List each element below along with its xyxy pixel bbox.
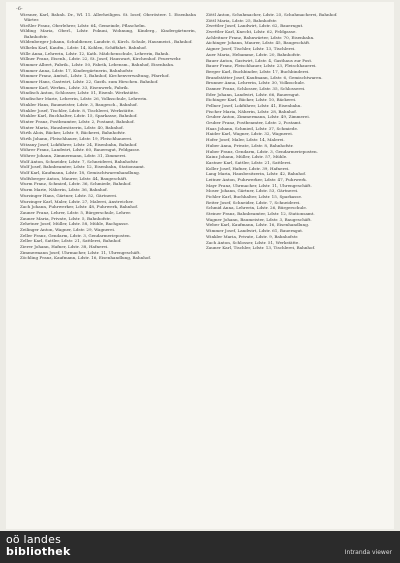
directory-entry: Brandstätter Josef, Kaufmann, Ldstr. 6, Gemischtwaren. xyxy=(206,74,323,80)
directory-entry: Winter Maria, Hausbesitzerin, Ldstr. 40, Bahnhof. xyxy=(20,124,124,130)
directory-entry: Fischer Maria, Näherin, Ldstr. 28, Bahnhof. xyxy=(206,108,297,114)
directory-entry: Eder Johann, Landwirt, Ldstr. 66, Bauerngut. xyxy=(206,91,301,97)
directory-entry: Weber Karl, Kaufmann, Ldstr. 16, Eisenhandlung. xyxy=(206,222,310,228)
library-logo[interactable] xyxy=(6,534,70,558)
directory-entry: Willner Franz, Eisenb., Ldstr. 22, St. Josef, Hauswart, Kirchenhof. Feuerwehr. xyxy=(20,56,182,62)
directory-entry: Winkler Karl, Buchhalter, Ldstr. 15, Sparkasse, Bahnhof. xyxy=(20,113,138,119)
directory-entry: Winkler Josef, Tischler, Ldstr. 8, Tischlerei, Werkstätte. xyxy=(20,107,135,113)
directory-entry: Zeller Karl, Sattler, Ldstr. 21, Sattlerei, Bahnhof. xyxy=(20,238,122,244)
directory-entry: Berger Karl, Buchbinder, Ldstr. 17, Buchbinderei. xyxy=(206,68,310,74)
directory-entry: Wagner Johann, Baumeister, Ldstr. 3, Baugeschäft. xyxy=(206,216,312,222)
directory-entry: Wießler Franz, Oberlehrer, Ldstr. 64, Gemeinde, Pflaschelm. xyxy=(20,22,146,28)
directory-entry: Wurzinger Hans, Gärtner, Ldstr. 52, Gärtnerei. xyxy=(20,192,118,198)
directory-entry: Windisch Anton, Schlosser, Ldstr. 51, Eisenb. Werkstätte. xyxy=(20,90,140,96)
directory-entry: Wimmer Anna, Ldstr. 17, Kindergärtnerin, Bahnhofstr. xyxy=(20,67,134,73)
directory-entry: Zierer Johann, Hafner, Ldstr. 38, Hafnerei. xyxy=(20,244,109,249)
directory-entry: Daxner Franz, Schlosser, Ldstr. 35, Schlosserei. xyxy=(206,85,306,91)
directory-entry: Wimmer Josef, Landwirt, Ldstr. 61, Bauerngut. xyxy=(206,228,304,234)
directory-entry: Leitner Anton, Fuhrwerker, Ldstr. 47, Fuhrwerk. xyxy=(206,176,308,182)
directory-entry: Wimmer Albert, Fabrik., Ldstr. 50, Fabrik, Lebensm., Bahnhof, Eisenbahn. xyxy=(20,62,175,67)
left-column xyxy=(20,12,196,261)
directory-entry: Aichinger Johann, Maurer, Ldstr. 45, Baugeschäft. xyxy=(206,40,311,46)
directory-entry: Wöhrer Johann, Zimmermann, Ldstr. 31, Zimmerei. xyxy=(20,153,127,158)
right-column xyxy=(206,12,382,251)
directory-entry: Wilhelm Karl, Kaufm., Ldstr. 14, Kohlen, Schiffahrt. Bahnhof. xyxy=(20,44,147,50)
directory-entry: Eichinger Karl, Bäcker, Ldstr. 10, Bäckerei. xyxy=(206,97,297,103)
directory-entry: Zwettler Karl, Knecht, Ldstr. 62, Feldgasse. xyxy=(206,29,297,35)
logo-line-2: bibliothek xyxy=(6,545,71,558)
directory-entry: Haas Johann, Schmied, Ldstr. 37, Schmiede. xyxy=(206,125,299,131)
directory-entry: Haider Karl, Wagner, Ldstr. 32, Wagnerei. xyxy=(206,131,294,137)
directory-entry: Lang Maria, Hausbesitzerin, Ldstr. 42, Bahnhof. xyxy=(206,171,307,177)
directory-entry: Wurm Franz, Schmied, Ldstr. 36, Schmiede, Bahnhof. xyxy=(20,181,132,187)
directory-entry: Wirth Alois, Bäcker, Ldstr. 9, Bäckerei, Bahnhofstr. xyxy=(20,130,126,136)
directory-entry: Zeller Franz, Gendarm, Ldstr. 3, Gendarmerieposten. xyxy=(20,232,131,238)
directory-entry: Wimmer Franz, Amtsd., Ldstr. 1, Bahnhof, Kirchenverwaltung, Pfarrhof. xyxy=(20,73,170,79)
directory-entry: Zöttl Maria, Ldstr. 25, Bahnhofstr. xyxy=(206,17,278,23)
directory-entry: Zimmermann Josef, Uhrmacher, Ldstr. 11, Uhrengeschäft. xyxy=(20,249,141,255)
directory-entry: Wimmer Karl, Werkm., Ldstr. 33, Eisenwerk, Fabrik. xyxy=(20,84,129,90)
directory-entry: Bauer Franz, Fleischhauer, Ldstr. 23, Fleischhauerei. xyxy=(206,63,317,69)
directory-entry: Wiesner, Karl, Bahnh. Dr., Wl. 11. Allerheiligen. St. Iosef, Oberösterr. 1. Eisenbahn Wärter. xyxy=(20,12,196,23)
directory-entry: Huber Anna, Private, Ldstr. 8, Bahnhofstr. xyxy=(206,142,294,148)
logo-line-1: oö landes xyxy=(6,533,62,546)
directory-entry: Wildenberger Johann, Schuldiener, Landstr. 6, Kirch. Schule, Hausmeist., Bahnhof. xyxy=(20,39,193,45)
directory-entry: Brunner Anna, Lehrerin, Ldstr. 30, Volksschule. xyxy=(206,80,306,86)
directory-entry: Zehetner Josef, Müller, Ldstr. 58, Mühle, Bachgasse. xyxy=(20,221,130,227)
directory-entry: Aigner Josef, Tischler, Ldstr. 13, Tischlerei. xyxy=(206,46,296,52)
directory-entry: Zauner Franz, Lehrer, Ldstr. 5, Bürgerschule, Lehrer. xyxy=(20,209,132,215)
directory-entry: Bauer Anton, Gastwirt, Ldstr. 4, Gasthaus zur Post. xyxy=(206,57,313,63)
directory-entry: Hofer Josef, Maler, Ldstr. 14, Malerei. xyxy=(206,137,285,143)
directory-entry: Witzany Josef, Lokführer, Ldstr. 24, Eisenbahn, Bahnhof. xyxy=(20,141,138,147)
directory-entry: Winkler Maria, Private, Ldstr. 9, Bahnhofstr. xyxy=(206,233,299,239)
directory-entry: Reiter Josef, Schneider, Ldstr. 7, Schneiderei. xyxy=(206,199,301,205)
directory-entry: Wille Anna, Lehrerin, Ldstr. 12, Kath. Mädchenschule, Lehrerin, Bahnh. xyxy=(20,50,170,56)
directory-entry: Zöchling Franz, Kaufmann, Ldstr. 16, Eisenhandlung, Bahnhof. xyxy=(20,255,151,261)
directory-entry: Gruber Franz, Postbeamter, Ldstr. 2, Postamt. xyxy=(206,120,302,126)
directory-entry: Zauner Karl, Tischler, Ldstr. 13, Tischlerei, Bahnhof. xyxy=(206,245,316,251)
directory-entry: Pichler Karl, Buchhalter, Ldstr. 15, Sparkasse. xyxy=(206,194,303,199)
viewer-label[interactable]: Intranda viewer xyxy=(344,549,392,556)
directory-entry: Kainz Johann, Müller, Ldstr. 57, Mühle. xyxy=(206,154,288,160)
directory-entry: Zach Anton, Schlosser, Ldstr. 51, Werkstätte. xyxy=(206,239,300,245)
directory-entry: Wimmer Hans, Gastwirt, Ldstr. 22, Gasth. zum Hirschen. Bahnhof. xyxy=(20,79,159,85)
directory-entry: Wolf Karl, Kaufmann, Ldstr. 18, Gemischtwarenhandlung. xyxy=(20,170,141,176)
directory-entry: Zeilinger Anton, Wagner, Ldstr. 29, Wagnerei. xyxy=(20,226,116,232)
directory-entry: Mayr Franz, Uhrmacher, Ldstr. 11, Uhrengeschäft. xyxy=(206,182,312,188)
directory-entry: Wilding Maria, Oberl., Ldstr. Pokuni, Wohnung, Kinderg., Kindergärtnerin, Bahnhofstr. xyxy=(20,28,196,39)
directory-entry: Winkler Hans, Baumeister, Ldstr. 3, Baugesch., Bahnhof. xyxy=(20,101,138,107)
directory-entry: Auer Maria, Hebamme, Ldstr. 20, Bahnhofstr. xyxy=(206,51,301,57)
directory-entry: Wirth Johann, Fleischhauer, Ldstr. 19, Fleischhauerei. xyxy=(20,135,133,141)
directory-entry: Zwettler Josef, Landwirt, Ldstr. 62, Bauerngut. xyxy=(206,23,304,29)
directory-entry: Zauner Maria, Private, Ldstr. 5, Bahnhofstr. xyxy=(20,215,111,221)
directory-entry: Wöhrer Franz, Landwirt, Ldstr. 60, Bauerngut, Feldgasse. xyxy=(20,147,141,153)
directory-entry: Koller Josef, Hafner, Ldstr. 39, Hafnerei. xyxy=(206,165,290,171)
directory-entry: Winter Franz, Postbeamter, Ldstr. 2, Postamt, Bahnhof. xyxy=(20,118,135,124)
directory-entry: Achleitner Franz, Bahnwärter, Ldstr. 70, Eisenbahn. xyxy=(206,34,315,40)
directory-entry: Wolf Josef, Bahnbeamter, Ldstr. 12, Eisenbahn, Stationsamt. xyxy=(20,164,146,170)
directory-entry: Wolf Anton, Schneider, Ldstr. 7, Schneiderei, Bahnhofstr. xyxy=(20,158,139,164)
scanned-page xyxy=(6,2,394,529)
directory-entry: Windischer Marie, Lehrerin, Ldstr. 26, Volksschule, Lehrerin. xyxy=(20,96,148,102)
directory-entry: Wolfsberger Anton, Maurer, Ldstr. 44, Baugeschäft. xyxy=(20,175,128,181)
directory-entry: Huber Franz, Gendarm, Ldstr. 3, Gendarmerieposten. xyxy=(206,148,318,154)
directory-entry: Zöttl Anton, Schuhmacher, Ldstr. 25, Schuhmacherei, Bahnhof. xyxy=(206,12,338,17)
directory-entry: Gruber Anton, Zimmermann, Ldstr. 49, Zimmerei. xyxy=(206,114,310,120)
directory-entry: Wurzinger Karl, Maler, Ldstr. 27, Malerei, Anstreicher. xyxy=(20,198,134,204)
directory-entry: Schmid Anna, Lehrerin, Ldstr. 26, Bürgerschule. xyxy=(206,205,308,211)
directory-entry: Steiner Franz, Bahnbeamter, Ldstr. 12, Stationsamt. xyxy=(206,211,315,217)
directory-entry: Wurm Marie, Näherin, Ldstr. 36, Bahnhof. xyxy=(20,187,108,193)
directory-entry: Fellner Josef, Lokführer, Ldstr. 41, Eisenbahn. xyxy=(206,103,302,108)
directory-entry: Moser Johann, Gärtner, Ldstr. 53, Gärtnerei. xyxy=(206,188,299,194)
directory-entry: Kastner Karl, Sattler, Ldstr. 21, Sattlerei. xyxy=(206,159,292,165)
page-number: -6- xyxy=(16,6,23,12)
directory-entry: Zach Johann, Fuhrwerker, Ldstr. 48, Fuhrwerk, Bahnhof. xyxy=(20,204,139,210)
